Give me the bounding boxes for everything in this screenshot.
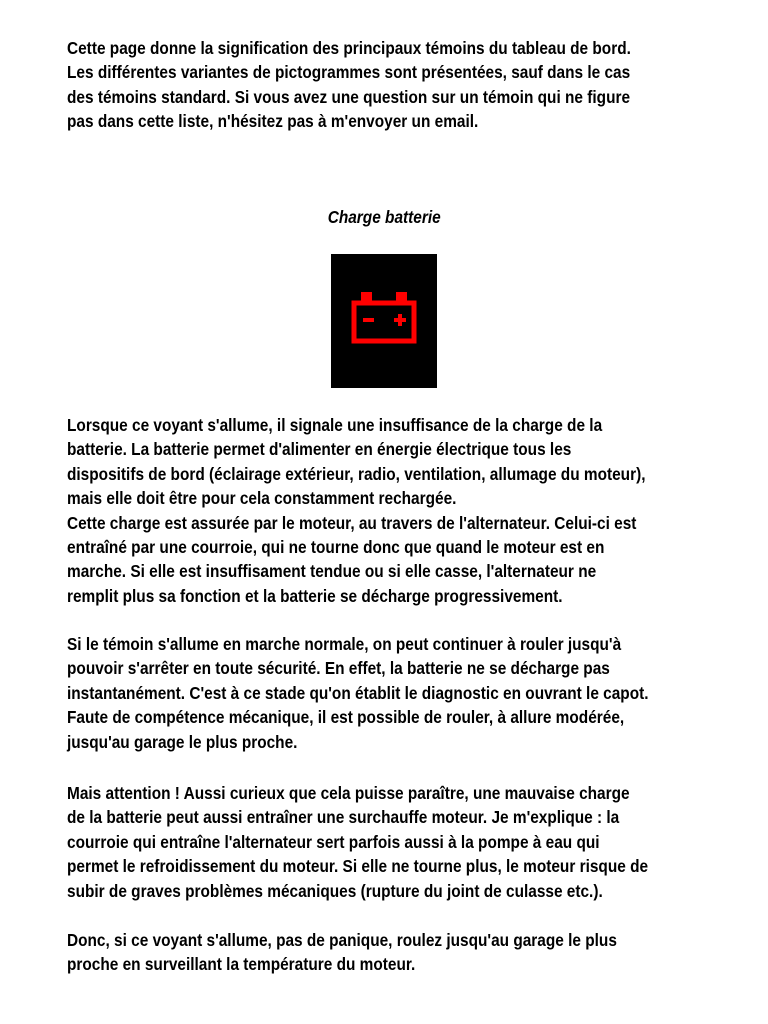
body-line: Si le témoin s'allume en marche normale, on peut continuer à rouler jusqu'à	[67, 634, 622, 654]
body-line: pouvoir s'arrêter en toute sécurité. En effet, la batterie ne se décharge pas	[67, 658, 610, 679]
body-line: entraîné par une courroie, qui ne tourne donc que quand le moteur est en	[67, 537, 605, 558]
body-line: Donc, si ce voyant s'allume, pas de panique, roulez jusqu'au garage le plus	[67, 930, 617, 950]
body-line: Lorsque ce voyant s'allume, il signale une insuffisance de la charge de la	[67, 415, 603, 435]
battery-warning-icon	[350, 290, 418, 346]
body-line: marche. Si elle est insuffisament tendue ou si elle casse, l'alternateur ne	[67, 561, 597, 582]
body-line: courroie qui entraîne l'alternateur sert parfois aussi à la pompe à eau qui	[67, 831, 600, 852]
body-line: subir de graves problèmes mécaniques (rupture du joint de culasse etc.).	[67, 880, 603, 901]
body-line: proche en surveillant la température du moteur.	[67, 954, 416, 975]
intro-paragraph	[67, 36, 639, 134]
body-line: jusqu'au garage le plus proche.	[67, 731, 298, 752]
intro-line: Les différentes variantes de pictogrammes sont présentées, sauf dans le cas	[67, 62, 631, 83]
body-paragraph-3	[67, 781, 649, 903]
battery-indicator-panel	[331, 254, 437, 388]
section-title	[0, 207, 768, 228]
body-line: dispositifs de bord (éclairage extérieur, radio, ventilation, allumage du moteur),	[67, 463, 646, 484]
body-line: Cette charge est assurée par le moteur, au travers de l'alternateur. Celui-ci est	[67, 512, 637, 533]
intro-line: des témoins standard. Si vous avez une question sur un témoin qui ne figure	[67, 86, 631, 107]
body-paragraph-4	[67, 928, 639, 977]
battery-terminal-right	[396, 292, 407, 301]
body-line: Mais attention ! Aussi curieux que cela puisse paraître, une mauvaise charge	[67, 783, 630, 803]
body-line: mais elle doit être pour cela constamment rechargée.	[67, 488, 457, 509]
battery-plus-vertical	[398, 314, 402, 326]
section-title-text: Charge batterie	[327, 207, 441, 227]
body-paragraph-2	[67, 632, 649, 754]
body-line: Faute de compétence mécanique, il est possible de rouler, à allure modérée,	[67, 707, 625, 728]
body-line: remplit plus sa fonction et la batterie se décharge progressivement.	[67, 585, 563, 606]
intro-line: pas dans cette liste, n'hésitez pas à m'envoyer un email.	[67, 111, 479, 132]
battery-minus-sign	[363, 318, 374, 322]
battery-terminal-left	[361, 292, 372, 301]
body-line: instantanément. C'est à ce stade qu'on établit le diagnostic en ouvrant le capot.	[67, 682, 649, 703]
body-line: permet le refroidissement du moteur. Si elle ne tourne plus, le moteur risque de	[67, 856, 649, 877]
body-line: batterie. La batterie permet d'alimenter en énergie électrique tous les	[67, 439, 572, 460]
intro-line: Cette page donne la signification des principaux témoins du tableau de bord.	[67, 38, 631, 58]
body-line: de la batterie peut aussi entraîner une surchauffe moteur. Je m'explique : la	[67, 807, 620, 828]
body-paragraph-1	[67, 413, 646, 608]
